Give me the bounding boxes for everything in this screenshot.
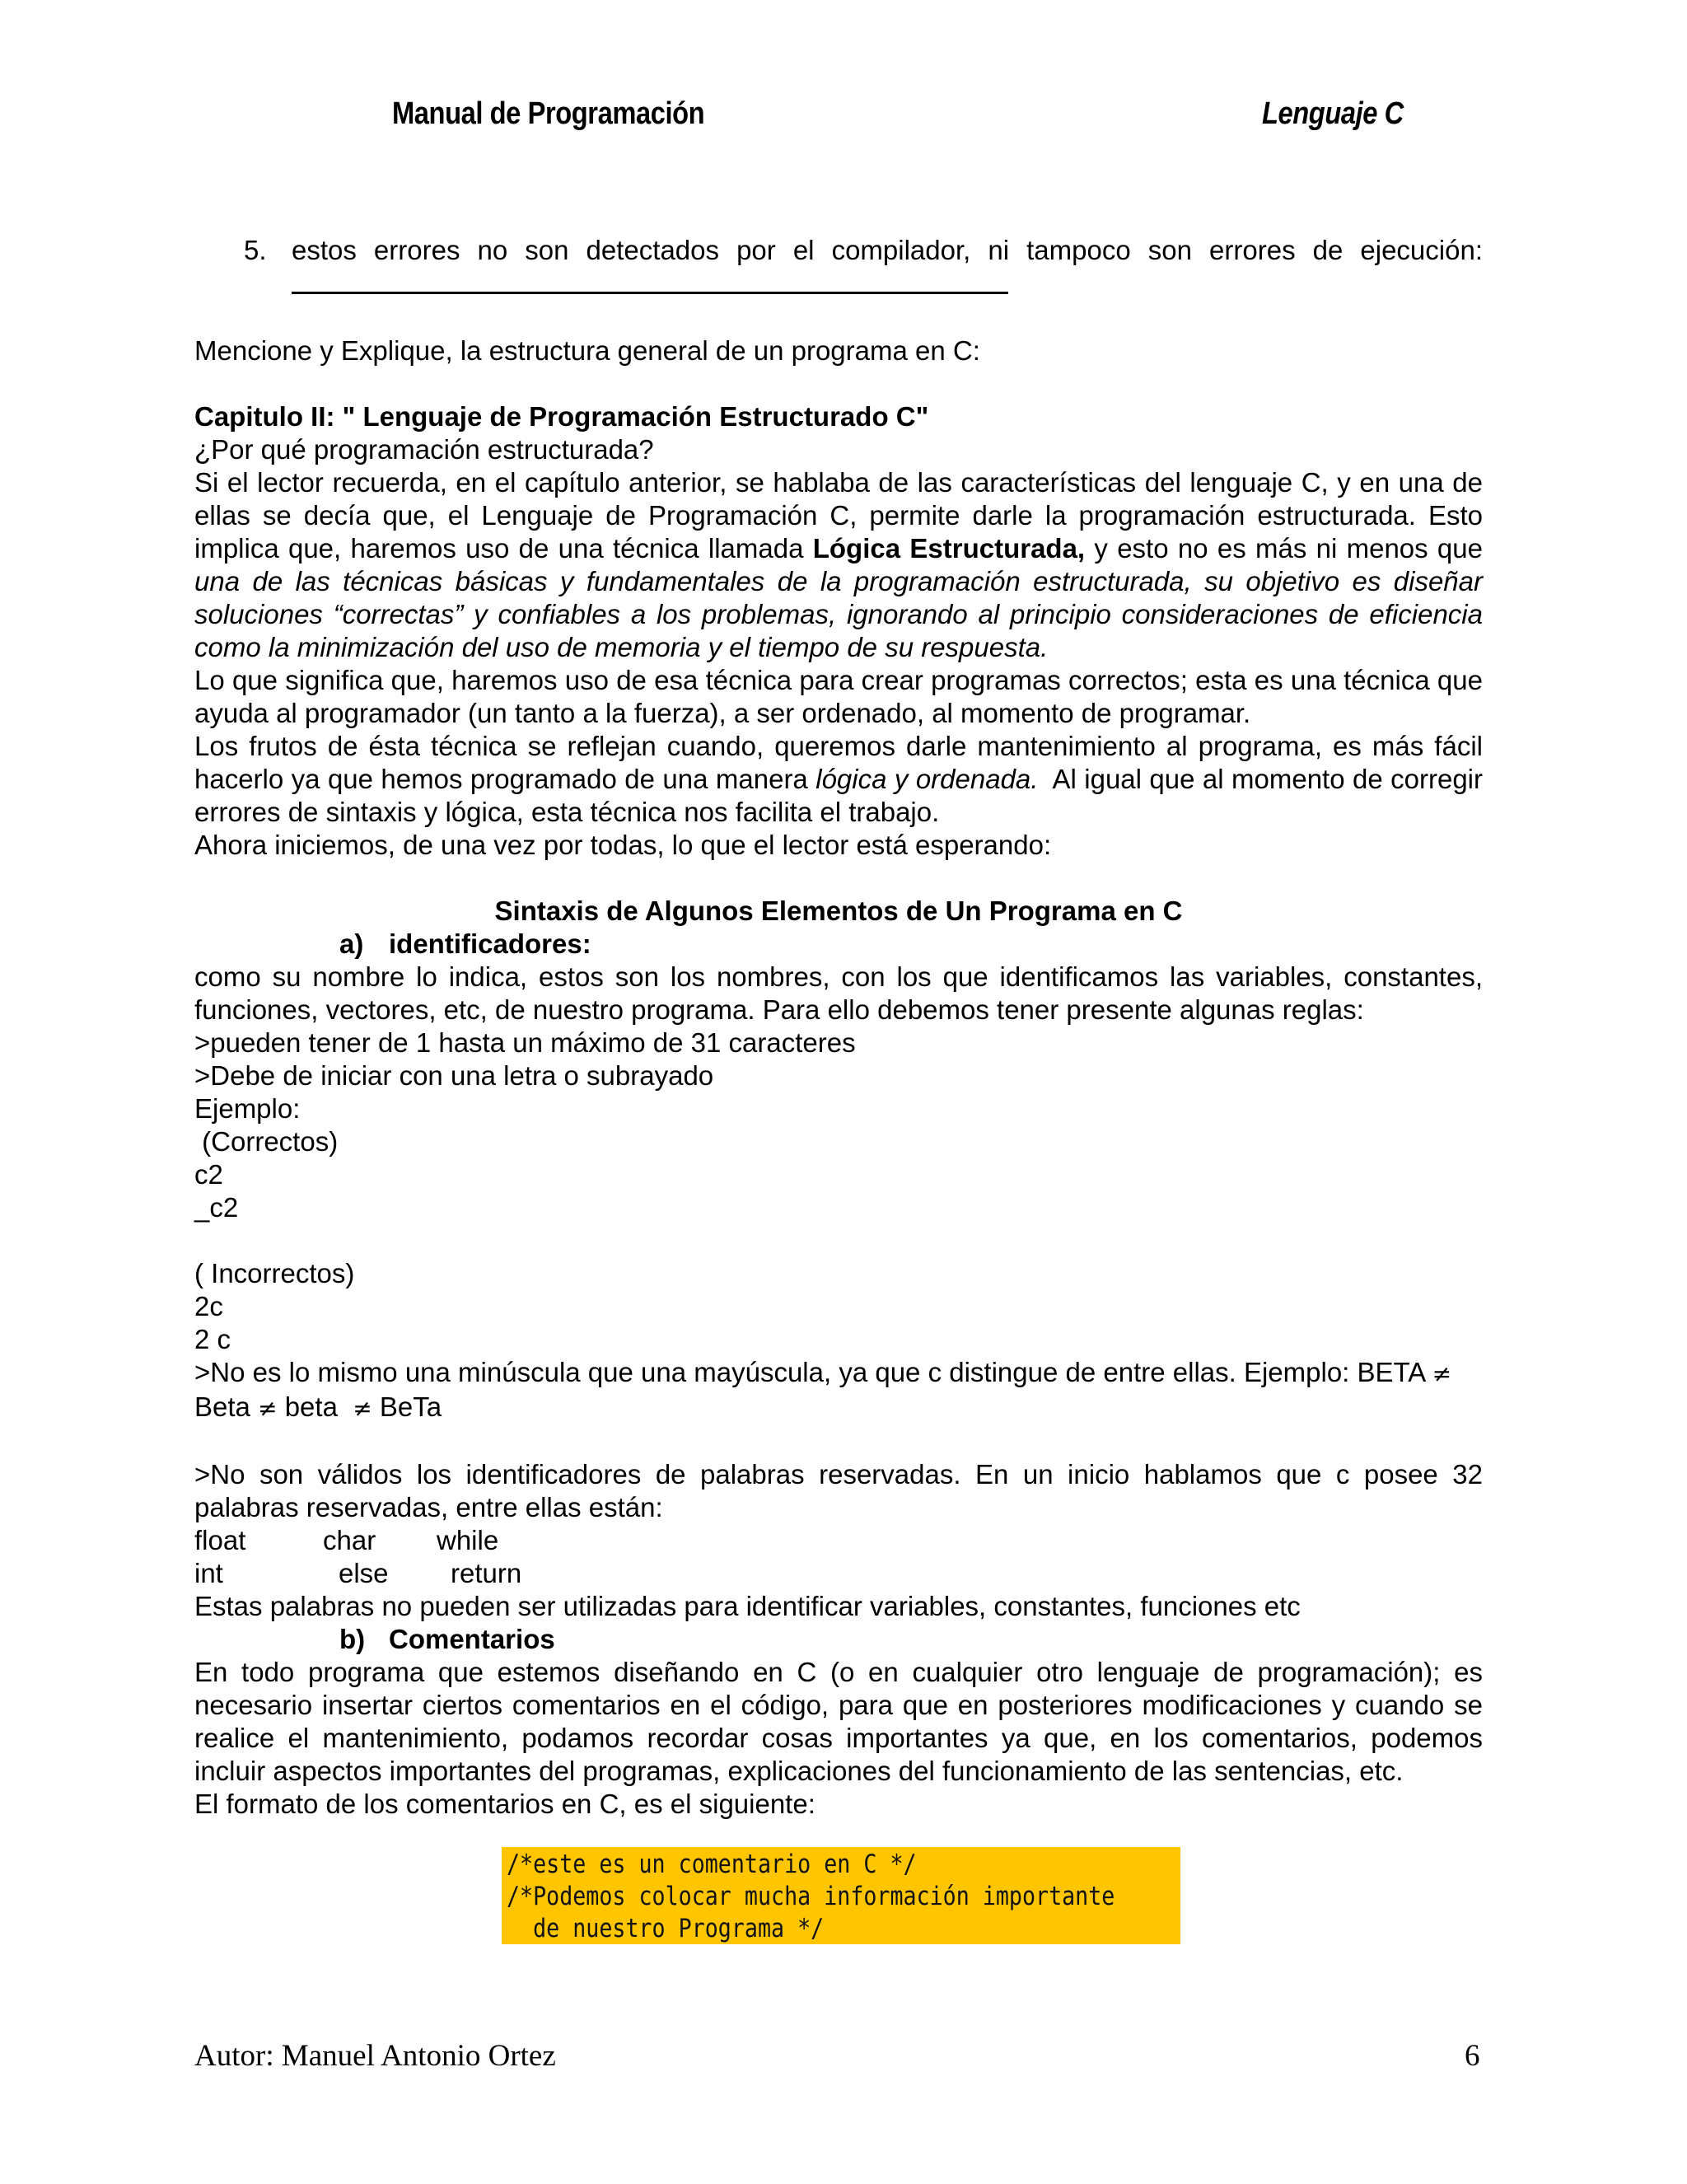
- page-body: [194, 234, 1491, 1821]
- keyword: return: [451, 1558, 522, 1588]
- subsection-b-heading: b) Comentarios: [339, 1624, 555, 1654]
- header-manual-title: Manual de Programación: [392, 96, 705, 131]
- keyword: int: [194, 1558, 223, 1588]
- incorrect-label: ( Incorrectos): [194, 1258, 355, 1288]
- bold-term: Lógica Estructurada,: [812, 533, 1086, 564]
- code-line-2: /*Podemos colocar mucha información importante: [507, 1882, 1115, 1911]
- code-comment-example: [502, 1847, 1180, 1944]
- incorrect-example-1: 2c: [194, 1291, 223, 1321]
- code-line-3: de nuestro Programa */: [507, 1914, 825, 1943]
- example-label: Ejemplo:: [194, 1093, 301, 1124]
- code-line-1: /*este es un comentario en C */: [507, 1850, 917, 1879]
- footer-page-number: 6: [1465, 2039, 1480, 2073]
- rule-reserved: >No son válidos los identificadores de palabras reservadas. En un inicio hablamos que c posee 32 palabras reservadas, entre ellas están:: [194, 1459, 1483, 1522]
- italic-definition: una de las técnicas básicas y fundamentales de la programación estructurada, su objetivo es diseñar soluciones “correctas” y confiables a los problemas, ignorando al principio consideraciones de eficiencia como la minimización del uso de memoria y el tiempo de su respuesta.: [194, 566, 1483, 662]
- correct-example-2: _c2: [194, 1192, 239, 1223]
- subsection-a-heading: a) identificadores:: [339, 928, 591, 959]
- list-item-text: [292, 234, 1483, 302]
- list-item-number: 5.: [244, 235, 267, 265]
- keyword: float: [194, 1525, 246, 1555]
- rule-length: >pueden tener de 1 hasta un máximo de 31 caracteres: [194, 1027, 856, 1058]
- rule-case: >No es lo mismo una minúscula que una mayúscula, ya que c distingue de entre ellas. Ejemplo: BETA ≠ Beta ≠ beta ≠ BeTa: [194, 1357, 1452, 1422]
- chapter-paragraph-3: Los frutos de ésta técnica se reflejan cuando, queremos darle mantenimiento al programa, es más fácil hacerlo ya que hemos programado de una manera lógica y ordenada. Al igual que al momento de corregir errores de sintaxis y lógica, esta técnica nos facilita el trabajo.: [194, 731, 1491, 827]
- keyword: while: [437, 1525, 499, 1555]
- not-equal-symbol: ≠: [1432, 1360, 1452, 1387]
- not-equal-symbol: ≠: [258, 1395, 278, 1422]
- footer-author: Autor: Manuel Antonio Ortez: [194, 2039, 556, 2073]
- structure-question: Mencione y Explique, la estructura general de un programa en C:: [194, 335, 980, 366]
- identifiers-paragraph: como su nombre lo indica, estos son los nombres, con los que identificamos las variables, constantes, funciones, vectores, etc, de nuestro programa. Para ello debemos tener presente algunas reglas:: [194, 961, 1483, 1025]
- chapter-paragraph-1: Si el lector recuerda, en el capítulo anterior, se hablaba de las características del lenguaje C, y en una de ellas se decía que, el Lenguaje de Programación C, permite darle la programación estructurada. Esto implica que, haremos uso de una técnica llamada Lógica Estructurada, y esto no es más ni menos que una de las técnicas básicas y fundamentales de la programación estructurada, su objetivo es diseñar soluciones “correctas” y confiables a los problemas, ignorando al principio consideraciones de eficiencia como la minimización del uso de memoria y el tiempo de su respuesta.: [194, 467, 1483, 662]
- chapter-title: Capitulo II: " Lenguaje de Programación Estructurado C": [194, 401, 929, 432]
- keyword-row-1: [194, 1524, 1483, 1557]
- list-item-5: [194, 234, 1483, 302]
- keyword: else: [339, 1558, 389, 1588]
- chapter-paragraph-2: Lo que significa que, haremos uso de esa técnica para crear programas correctos; esta es una técnica que ayuda al programador (un tanto a la fuerza), a ser ordenado, al momento de programar.: [194, 665, 1483, 728]
- correct-example-1: c2: [194, 1159, 223, 1190]
- list-item-question: estos errores no son detectados por el compilador, ni tampoco son errores de ejecución:: [292, 235, 1483, 265]
- keyword: char: [323, 1525, 376, 1555]
- chapter-question: ¿Por qué programación estructurada?: [194, 434, 654, 465]
- incorrect-example-2: 2 c: [194, 1324, 231, 1354]
- keywords-note: Estas palabras no pueden ser utilizadas para identificar variables, constantes, funciones etc: [194, 1591, 1301, 1621]
- syntax-section-title: Sintaxis de Algunos Elementos de Un Programa en C: [494, 896, 1183, 926]
- correct-label: (Correctos): [194, 1126, 339, 1157]
- rule-start: >Debe de iniciar con una letra o subrayado: [194, 1060, 714, 1091]
- chapter-paragraph-4: Ahora iniciemos, de una vez por todas, lo que el lector está esperando:: [194, 830, 1052, 860]
- answer-blank-line: [292, 267, 1008, 294]
- keyword-row-2: [194, 1557, 1483, 1590]
- comments-format-intro: El formato de los comentarios en C, es el siguiente:: [194, 1789, 815, 1819]
- not-equal-symbol: ≠: [353, 1395, 372, 1422]
- header-language-title: Lenguaje C: [1262, 96, 1404, 131]
- comments-paragraph: En todo programa que estemos diseñando en C (o en cualquier otro lenguaje de programación); es necesario insertar ciertos comentarios en el código, para que en posteriores modificaciones y cuando se realice el mantenimiento, podamos recordar cosas importantes ya que, en los comentarios, podemos incluir aspectos importantes del programas, explicaciones del funcionamiento de las sentencias, etc.: [194, 1657, 1483, 1786]
